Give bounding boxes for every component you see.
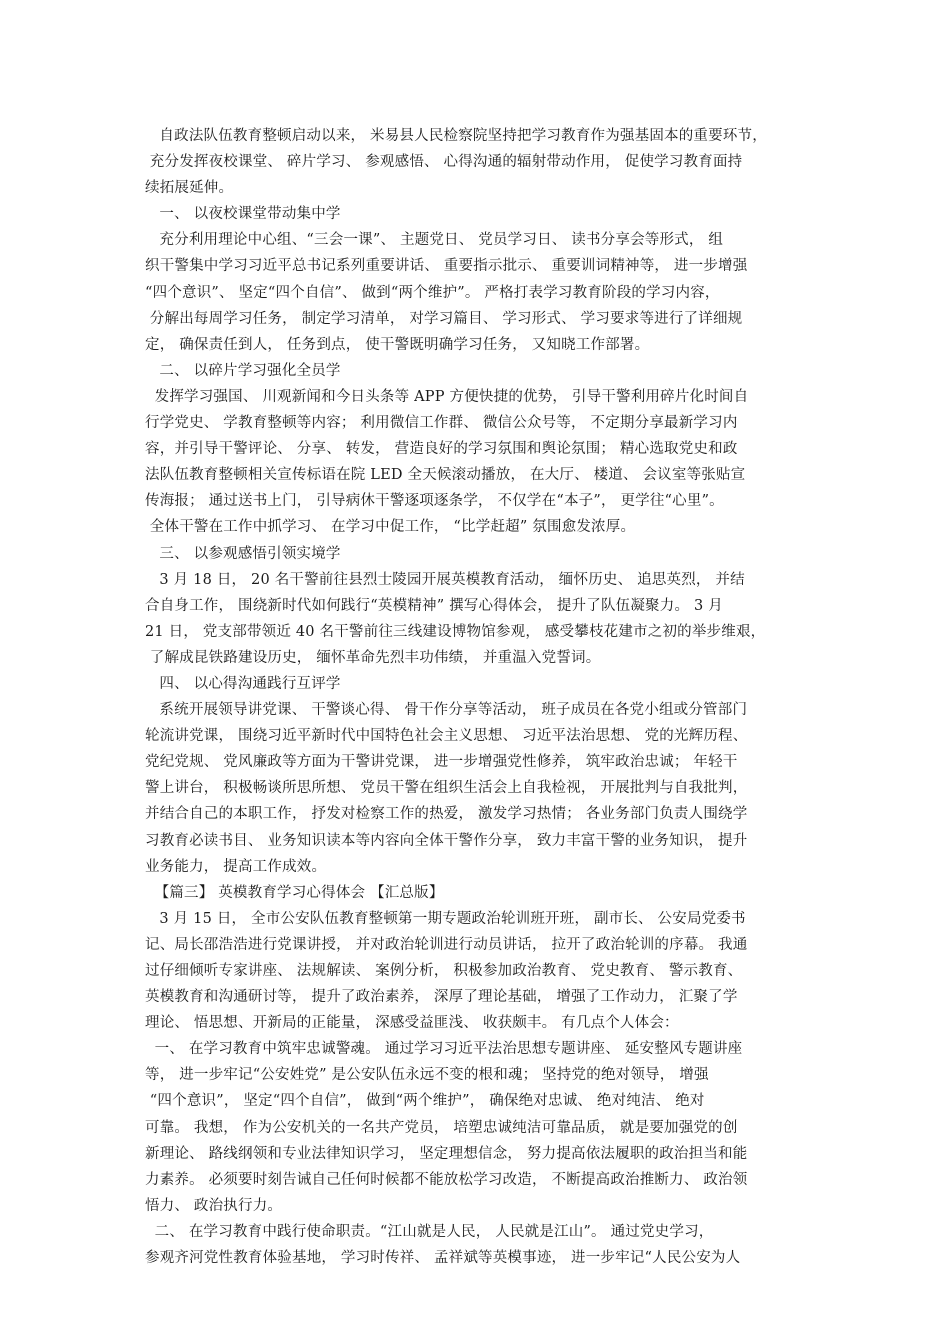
text-line: 了解成昆铁路建设历史， 缅怀革命先烈丰功伟绩， 并重温入党誓词。 — [145, 649, 601, 666]
text-line: 习教育必读书目、 业务知识读本等内容向全体干警作分享， 致力丰富干警的业务知识， 提升 — [145, 832, 748, 849]
text-line: 三、 以参观感悟引领实境学 — [145, 545, 341, 562]
text-line: 分解出每周学习任务， 制定学习清单， 对学习篇目、 学习形式、 学习要求等进行了详细规 — [145, 310, 743, 327]
text-line: 发挥学习强国、 川观新闻和今日头条等 APP 方便快捷的优势， 引导干警利用碎片化时间自 — [145, 388, 749, 405]
text-line: 党纪党规、 党风廉政等方面为干警讲党课， 进一步增强党性修养， 筑牢政治忠诚； 年轻干 — [145, 754, 738, 771]
text-line: 21 日， 党支部带领近 40 名干警前往三线建设博物馆参观， 感受攀枝花建市之初的举步维艰， — [145, 623, 766, 640]
text-line: 记、局长邵浩浩进行党课讲授， 并对政治轮训进行动员讲话， 拉开了政治轮训的序幕。 我通 — [145, 936, 748, 953]
text-line: 理论、 悟思想、开新局的正能量， 深感受益匪浅、 收获颇丰。 有几点个人体会： — [145, 1015, 679, 1032]
text-line: 过仔细倾听专家讲座、 法规解读、 案例分析， 积极参加政治教育、 党史教育、 警示教育、 — [145, 963, 743, 979]
text-line: 传海报； 通过送书上门， 引导病休干警逐项逐条学， 不仅学在“本子”， 更学往“心里”。 — [145, 493, 724, 510]
text-line: “四个意识”， 坚定“四个自信”， 做到“两个维护”， 确保绝对忠诚、 绝对纯洁、 绝对 — [145, 1093, 705, 1110]
text-line: 参观齐河党性教育体验基地， 学习时传祥、 孟祥斌等英模事迹， 进一步牢记“人民公安为人 — [145, 1250, 741, 1267]
text-line: 力素养。 必须要时刻告诫自己任何时候都不能放松学习改造， 不断提高政治推断力、 政治领 — [145, 1171, 748, 1188]
text-line: 行学党史、 学教育整顿等内容； 利用微信工作群、 微信公众号等， 不定期分享最新学习内 — [145, 415, 738, 432]
text-line: 二、 在学习教育中践行使命职责。“江山就是人民， 人民就是江山”。 通过党史学习， — [145, 1223, 714, 1240]
text-line: 英模教育和沟通研讨等， 提升了政治素养， 深厚了理论基础， 增强了工作动力， 汇聚了学 — [145, 989, 738, 1006]
text-line: 全体干警在工作中抓学习、 在学习中促工作， “比学赶超” 氛围愈发浓厚。 — [145, 519, 636, 536]
text-line: 悟力、 政治执行力。 — [145, 1197, 283, 1214]
text-line: 可靠。 我想， 作为公安机关的一名共产党员， 培塑忠诚纯洁可靠品质， 就是要加强党的创 — [145, 1119, 738, 1136]
text-line: 业务能力， 提高工作成效。 — [145, 858, 327, 875]
text-line: 并结合自己的本职工作， 抒发对检察工作的热爱， 激发学习热情； 各业务部门负责人围绕学 — [145, 806, 748, 823]
text-line: 自政法队伍教育整顿启动以来， 米易县人民检察院坚持把学习教育作为强基固本的重要环节， — [145, 128, 767, 144]
text-line: 充分发挥夜校课堂、 碎片学习、 参观感悟、 心得沟通的辐射带动作用， 促使学习教育面持 — [145, 154, 743, 171]
text-line: 警上讲台， 积极畅谈所思所想、 党员干警在组织生活会上自我检视， 开展批判与自我批判， — [145, 780, 748, 797]
text-line: “四个意识”、 坚定“四个自信”、 做到“两个维护”。 严格打表学习教育阶段的学习内容， — [145, 284, 720, 301]
text-line: 【篇三】 英模教育学习心得体会 【汇总版】 — [145, 884, 444, 901]
text-line: 织干警集中学习习近平总书记系列重要讲话、 重要指示批示、 重要训词精神等， 进一步增强 — [145, 258, 748, 275]
text-line: 新理论、 路线纲领和专业法律知识学习， 坚定理想信念， 努力提高依法履职的政治担当和能 — [145, 1145, 748, 1162]
text-line: 一、 在学习教育中筑牢忠诚警魂。 通过学习习近平法治思想专题讲座、 延安整风专题讲座 — [145, 1041, 743, 1058]
text-line: 法队伍教育整顿相关宣传标语在院 LED 全天候滚动播放， 在大厅、 楼道、 会议室等张贴宣 — [145, 467, 746, 484]
text-line: 合自身工作， 围绕新时代如何践行“英模精神” 撰写心得体会， 提升了队伍凝聚力。 3 月 — [145, 597, 723, 614]
text-line: 3 月 15 日， 全市公安队伍教育整顿第一期专题政治轮训班开班， 副市长、 公安局党委书 — [145, 910, 746, 927]
text-line: 轮流讲党课， 围绕习近平新时代中国特色社会主义思想、 习近平法治思想、 党的光辉历程、 — [145, 728, 748, 745]
text-line: 一、 以夜校课堂带动集中学 — [145, 206, 341, 223]
text-line: 四、 以心得沟通践行互评学 — [145, 675, 341, 692]
text-line: 续拓展延伸。 — [145, 180, 234, 197]
text-line: 定， 确保责任到人， 任务到点， 使干警既明确学习任务， 又知晓工作部署。 — [145, 336, 650, 353]
text-line: 3 月 18 日， 20 名干警前往县烈士陵园开展英模教育活动， 缅怀历史、 追思英烈， 并结 — [145, 571, 745, 588]
text-line: 二、 以碎片学习强化全员学 — [145, 362, 341, 379]
document-body — [145, 123, 825, 1271]
text-line: 容，并引导干警评论、 分享、 转发， 营造良好的学习氛围和舆论氛围； 精心选取党史和政 — [145, 441, 738, 458]
text-line: 等， 进一步牢记“公安姓党” 是公安队伍永远不变的根和魂； 坚持党的绝对领导， 增强 — [145, 1067, 709, 1084]
text-line: 系统开展领导讲党课、 干警谈心得、 骨干作分享等活动， 班子成员在各党小组或分管部门 — [145, 702, 748, 719]
text-line: 充分利用理论中心组、“三会一课”、 主题党日、 党员学习日、 读书分享会等形式， 组 — [145, 232, 724, 249]
